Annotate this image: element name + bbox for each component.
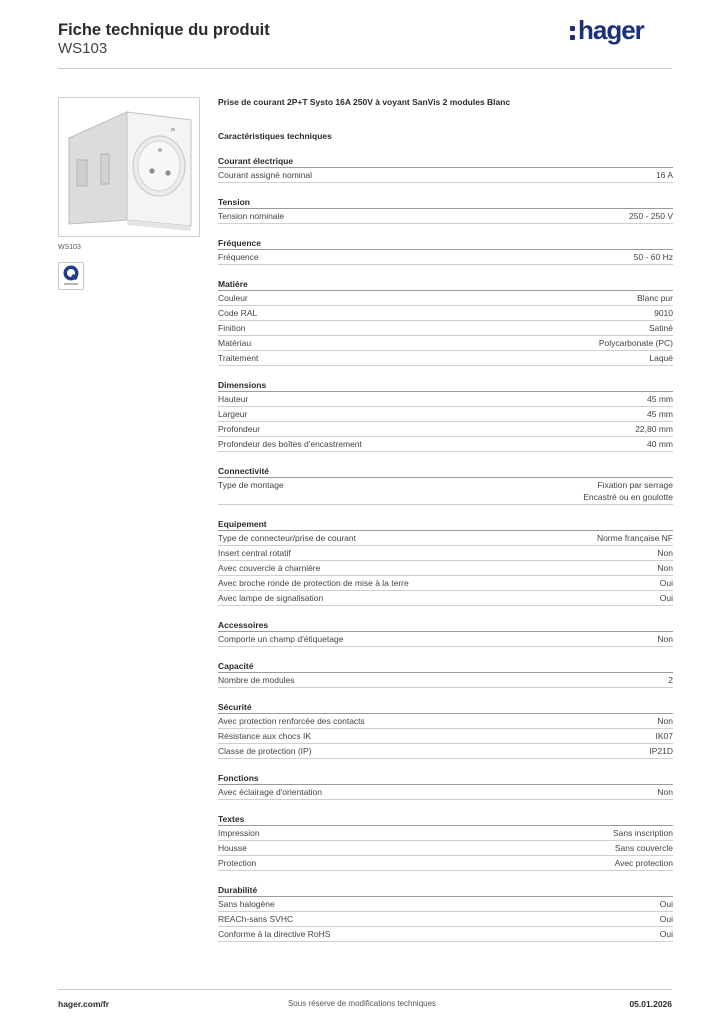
spec-label: Fréquence bbox=[218, 252, 259, 262]
spec-value: Non bbox=[657, 634, 673, 644]
footer-website-link[interactable]: hager.com/fr bbox=[58, 999, 110, 1009]
spec-row bbox=[218, 392, 673, 407]
spec-row bbox=[218, 478, 673, 505]
spec-label: REACh-sans SVHC bbox=[218, 914, 294, 924]
spec-label: Résistance aux chocs IK bbox=[218, 731, 312, 741]
spec-group-title: Durabilité bbox=[218, 885, 258, 895]
spec-row bbox=[218, 744, 673, 759]
spec-value: IK07 bbox=[655, 731, 673, 741]
spec-value: 9010 bbox=[654, 308, 673, 318]
spec-group bbox=[218, 237, 673, 265]
spec-value: 250 - 250 V bbox=[629, 211, 673, 221]
spec-value: Oui bbox=[659, 914, 673, 924]
spec-value: 40 mm bbox=[647, 439, 673, 449]
spec-group bbox=[218, 518, 673, 606]
spec-row bbox=[218, 785, 673, 800]
spec-value: 45 mm bbox=[647, 394, 673, 404]
spec-label: Couleur bbox=[218, 293, 248, 303]
product-reference: WS103 bbox=[58, 40, 108, 57]
spec-value: Fixation par serrage Encastré ou en goulotte bbox=[583, 480, 673, 502]
spec-label: Courant assigné nominal bbox=[218, 170, 313, 180]
spec-label: Nombre de modules bbox=[218, 675, 295, 685]
spec-label: Conforme à la directive RoHS bbox=[218, 929, 331, 939]
spec-group-title: Equipement bbox=[218, 519, 267, 529]
spec-row bbox=[218, 336, 673, 351]
spec-row bbox=[218, 306, 673, 321]
footer-notice: Sous réserve de modifications techniques bbox=[287, 999, 437, 1008]
spec-row bbox=[218, 841, 673, 856]
spec-label: Housse bbox=[218, 843, 247, 853]
spec-value: Oui bbox=[659, 899, 673, 909]
quality-mark-icon bbox=[58, 262, 84, 290]
page-title: Fiche technique du produit bbox=[58, 21, 270, 39]
header-divider bbox=[58, 68, 672, 69]
spec-row bbox=[218, 422, 673, 437]
spec-row bbox=[218, 407, 673, 422]
spec-group-title: Matière bbox=[218, 279, 248, 289]
brand-name: hager bbox=[578, 15, 644, 45]
spec-value: Satiné bbox=[648, 323, 673, 333]
spec-label: Comporte un champ d'étiquetage bbox=[218, 634, 344, 644]
spec-row bbox=[218, 826, 673, 841]
product-name: Prise de courant 2P+T Systo 16A 250V à voyant SanVis 2 modules Blanc bbox=[218, 97, 511, 107]
spec-label: Insert central rotatif bbox=[218, 548, 291, 558]
product-caption: WS103 bbox=[58, 244, 81, 251]
spec-group-title: Accessoires bbox=[218, 620, 269, 630]
spec-value: Polycarbonate (PC) bbox=[598, 338, 673, 348]
spec-row bbox=[218, 321, 673, 336]
spec-group-title: Fonctions bbox=[218, 773, 259, 783]
spec-row bbox=[218, 856, 673, 871]
spec-groups bbox=[218, 155, 673, 942]
spec-value: Blanc pur bbox=[637, 293, 673, 303]
technical-specifications bbox=[218, 96, 673, 942]
spec-group-title: Textes bbox=[218, 814, 245, 824]
spec-row bbox=[218, 912, 673, 927]
spec-value: Non bbox=[657, 787, 673, 797]
spec-label: Type de connecteur/prise de courant bbox=[218, 533, 356, 543]
spec-value: 45 mm bbox=[647, 409, 673, 419]
spec-group bbox=[218, 813, 673, 871]
spec-group-title: Courant électrique bbox=[218, 156, 294, 166]
spec-group-title: Capacité bbox=[218, 661, 254, 671]
spec-label: Traitement bbox=[218, 353, 259, 363]
spec-value: 2 bbox=[668, 675, 673, 685]
spec-label: Avec protection renforcée des contacts bbox=[218, 716, 365, 726]
spec-row bbox=[218, 437, 673, 452]
spec-label: Tension nominale bbox=[218, 211, 285, 221]
spec-row bbox=[218, 729, 673, 744]
spec-label: Avec éclairage d'orientation bbox=[218, 787, 323, 797]
spec-label: Protection bbox=[218, 858, 257, 868]
spec-label: Hauteur bbox=[218, 394, 249, 404]
spec-group-title: Dimensions bbox=[218, 380, 267, 390]
spec-group-title: Connectivité bbox=[218, 466, 270, 476]
spec-row bbox=[218, 673, 673, 688]
footer-divider bbox=[58, 989, 672, 990]
hager-logo bbox=[570, 17, 660, 47]
spec-group bbox=[218, 660, 673, 688]
spec-label: Sans halogène bbox=[218, 899, 275, 909]
spec-group bbox=[218, 772, 673, 800]
spec-row bbox=[218, 897, 673, 912]
spec-group-title: Sécurité bbox=[218, 702, 252, 712]
spec-value: Oui bbox=[659, 929, 673, 939]
spec-row bbox=[218, 291, 673, 306]
spec-row bbox=[218, 561, 673, 576]
spec-value: 16 A bbox=[655, 170, 673, 180]
spec-value: Oui bbox=[659, 578, 673, 588]
spec-value: Avec protection bbox=[614, 858, 673, 868]
spec-label: Avec couvercle à charnière bbox=[218, 563, 321, 573]
spec-value: Non bbox=[657, 548, 673, 558]
spec-label: Avec lampe de signalisation bbox=[218, 593, 324, 603]
spec-label: Avec broche ronde de protection de mise à la terre bbox=[218, 578, 409, 588]
spec-label: Largeur bbox=[218, 409, 248, 419]
spec-row bbox=[218, 632, 673, 647]
spec-value: Non bbox=[657, 716, 673, 726]
spec-value: Non bbox=[657, 563, 673, 573]
specs-heading: Caractéristiques techniques bbox=[218, 131, 332, 141]
spec-row bbox=[218, 714, 673, 729]
spec-row bbox=[218, 531, 673, 546]
spec-label: Type de montage bbox=[218, 480, 284, 490]
spec-label: Finition bbox=[218, 323, 246, 333]
spec-group bbox=[218, 884, 673, 942]
spec-group bbox=[218, 701, 673, 759]
spec-group bbox=[218, 619, 673, 647]
socket-outlet-icon bbox=[59, 98, 199, 236]
spec-value: Norme française NF bbox=[596, 533, 673, 543]
spec-group-title: Fréquence bbox=[218, 238, 261, 248]
spec-group bbox=[218, 379, 673, 452]
spec-group-title: Tension bbox=[218, 197, 250, 207]
spec-value: IP21D bbox=[649, 746, 673, 756]
spec-label: Classe de protection (IP) bbox=[218, 746, 312, 756]
spec-label: Impression bbox=[218, 828, 260, 838]
spec-label: Profondeur bbox=[218, 424, 261, 434]
spec-value: Sans couvercle bbox=[614, 843, 673, 853]
spec-label: Matériau bbox=[218, 338, 252, 348]
spec-row bbox=[218, 591, 673, 606]
spec-row bbox=[218, 250, 673, 265]
spec-row bbox=[218, 168, 673, 183]
socket-outlet-photo bbox=[58, 97, 200, 237]
footer-date: 05.01.2026 bbox=[629, 999, 672, 1009]
spec-row bbox=[218, 546, 673, 561]
spec-group bbox=[218, 278, 673, 366]
spec-value: Oui bbox=[659, 593, 673, 603]
spec-row bbox=[218, 351, 673, 366]
spec-group bbox=[218, 465, 673, 505]
spec-label: Profondeur des boîtes d'encastrement bbox=[218, 439, 362, 449]
spec-value: 50 - 60 Hz bbox=[633, 252, 673, 262]
spec-value: 22,80 mm bbox=[635, 424, 673, 434]
spec-row bbox=[218, 576, 673, 591]
spec-row bbox=[218, 209, 673, 224]
spec-group bbox=[218, 155, 673, 183]
spec-value: Laqué bbox=[649, 353, 673, 363]
logo-dots-icon bbox=[570, 26, 576, 44]
spec-label: Code RAL bbox=[218, 308, 258, 318]
spec-group bbox=[218, 196, 673, 224]
spec-row bbox=[218, 927, 673, 942]
spec-value: Sans inscription bbox=[612, 828, 673, 838]
